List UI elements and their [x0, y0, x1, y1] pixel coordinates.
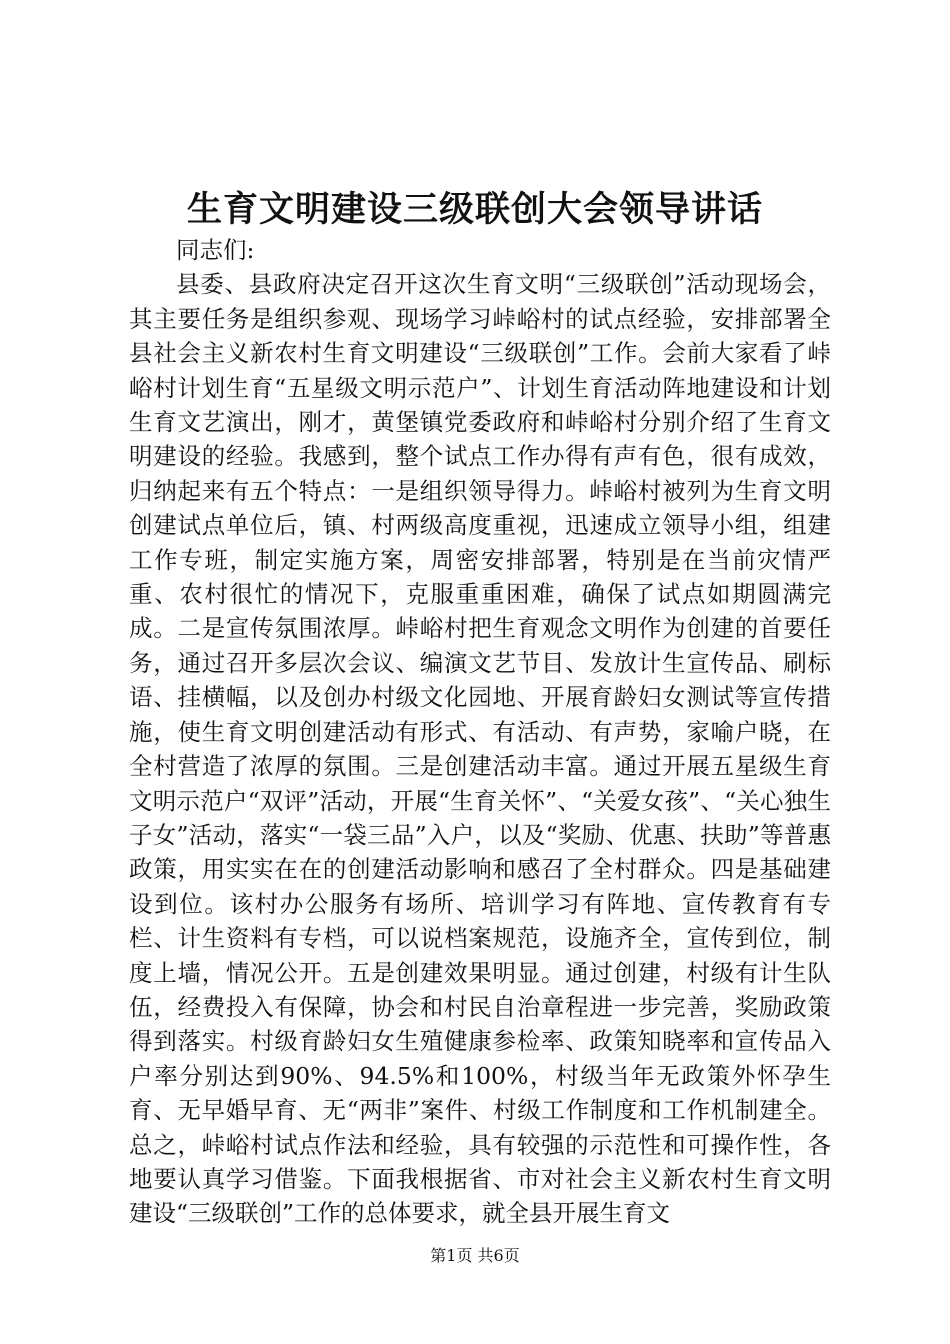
salutation: 同志们: [176, 236, 255, 264]
page-number-footer: 第1页 共6页 [430, 1246, 520, 1265]
body-paragraph: 县委、县政府决定召开这次生育文明“三级联创”活动现场会，其主要任务是组织参观、现场学习峠峪村的试点经验，安排部署全县社会主义新农村生育文明建设“三级联创”工作。会前大家看了峠峪村计划生育“五星级文明示范户”、计划生育活动阵地建设和计划生育文艺演出，刚才，黄堡镇党委政府和峠峪村分别介绍了生育文明建设的经验。我感到，整个试点工作办得有声有色，很有成效，归纳起来有五个特点：一是组织领导得力。峠峪村被列为生育文明创建试点单位后，镇、村两级高度重视，迅速成立领导小组，组建工作专班，制定实施方案，周密安排部署，特别是在当前灾情严重、农村很忙的情况下，克服重重困难，确保了试点如期圆满完成。二是宣传氛围浓厚。峠峪村把生育观念文明作为创建的首要任务，通过召开多层次会议、编演文艺节目、发放计生宣传品、刷标语、挂横幅，以及创办村级文化园地、开展育龄妇女测试等宣传措施，使生育文明创建活动有形式、有活动、有声势，家喻户晓，在全村营造了浓厚的氛围。三是创建活动丰富。通过开展五星级生育文明示范户“双评”活动，开展“生育关怀”、“关爱女孩”、“关心独生子女”活动，落实“一袋三品”入户，以及“奖励、优惠、扶助”等普惠政策，用实实在在的创建活动影响和感召了全村群众。四是基础建设到位。该村办公服务有场所、培训学习有阵地、宣传教育有专栏、计生资料有专档，可以说档案规范，设施齐全，宣传到位，制度上墙，情况公开。五是创建效果明显。通过创建，村级有计生队伍，经费投入有保障，协会和村民自治章程进一步完善，奖励政策得到落实。村级育龄妇女生殖健康参检率、政策知晓率和宣传品入户率分别达到90%、94.5%和100%，村级当年无政策外怀孕生育、无早婚早育、无“两非”案件、村级工作制度和工作机制建全。总之，峠峪村试点作法和经验，具有较强的示范性和可操作性，各地要认真学习借鉴。下面我根据省、市对社会主义新农村生育文明建设“三级联创”工作的总体要求，就全县开展生育文 [129, 270, 831, 1228]
document-body [129, 233, 831, 1231]
document-title: 生育文明建设三级联创大会领导讲话 [186, 189, 763, 230]
